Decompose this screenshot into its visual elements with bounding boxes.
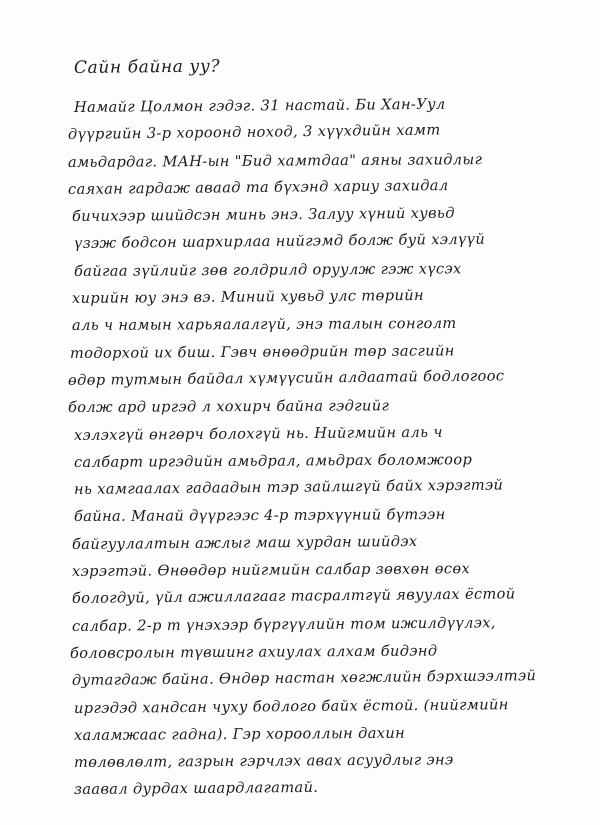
letter-line: салбар. 2-р т үнэхээр бүргүүлийн том ижилдүүлэх,: [71, 613, 496, 635]
letter-line: бичихээр шийдсэн минь энэ. Залуу хүний хувьд: [71, 204, 455, 226]
letter-line: хэрэгтэй. Өнөөдөр нийгмийн салбар зөвхөн өсөх: [71, 560, 471, 581]
letter-line: төлөвлөлт, газрын гэрчлэх авах асуудлыг энэ: [73, 751, 454, 772]
letter-line: байгуулалтын ажлыг маш хурдан шийдэх: [71, 532, 418, 553]
letter-line: иргэдэд хандсан чуху бодлого байх ёстой. (нийгмийн: [73, 695, 509, 717]
letter-line: халамжаас гадна). Гэр хорооллын дахин: [73, 724, 406, 744]
letter-line: амьдардаг. МАН-ын "Бид хамтдаа" аяны захидлыг: [67, 150, 483, 171]
letter-line: үзэж бодсон шархирлаа нийгэмд болж буй хэлүүй: [73, 231, 486, 253]
letter-line: хэлэхгүй өнгөрч болохгүй нь. Нийгмийн аль ч: [73, 423, 443, 444]
letter-body: [67, 94, 574, 804]
letter-line: болж ард иргэд л хохирч байна гэдгийг: [67, 397, 390, 417]
letter-line: нь хамгаалах гадаадын тэр зайлшгүй байх хэрэгтэй: [73, 476, 504, 499]
letter-line: аль ч намын харьяалалгүй, энэ талын сонголт: [71, 315, 457, 335]
letter-line: өдөр тутмын байдал хүмүүсийн алдаатай бодлогоос: [67, 367, 505, 389]
letter-line: тодорхой их биш. Гэвч өнөөдрийн төр засгийн: [69, 341, 455, 362]
letter-line: байгаа зүйлийг зөв голдрилд оруулж гэж хүсэх: [73, 260, 462, 280]
letter-line: дутагдаж байна. Өндөр настан хөгжлийн бэрхшээлтэй: [71, 667, 537, 690]
letter-line: хирийн юу энэ вэ. Миний хувьд улс төрийн: [71, 287, 424, 308]
letter-line: заавал дурдах шаардлагатай.: [73, 779, 319, 799]
letter-line: боловсролын түвшинг ахиулах алхам бидэнд: [69, 642, 438, 662]
letter-greeting: Сайн байна уу?: [73, 56, 221, 78]
letter-line: Намайг Цолмон гэдэг. 31 настай. Би Хан-Уул: [73, 95, 446, 116]
letter-line: бологдуй, үйл ажиллагааг тасралтгүй явуулах ёстой: [71, 585, 516, 608]
letter-line: саяхан гардаж аваад та бүхэнд хариу захидал: [67, 176, 449, 198]
letter-line: дүүргийн 3-р хороонд ноход, 3 хүүхдийн хамт: [67, 121, 441, 144]
letter-line: салбарт иргэдийн амьдрал, амьдрах боломжоор: [73, 451, 473, 471]
handwritten-letter: [67, 56, 574, 804]
letter-line: байна. Манай дүүргээс 4-р тэрхүүний бүтээн: [73, 506, 446, 526]
